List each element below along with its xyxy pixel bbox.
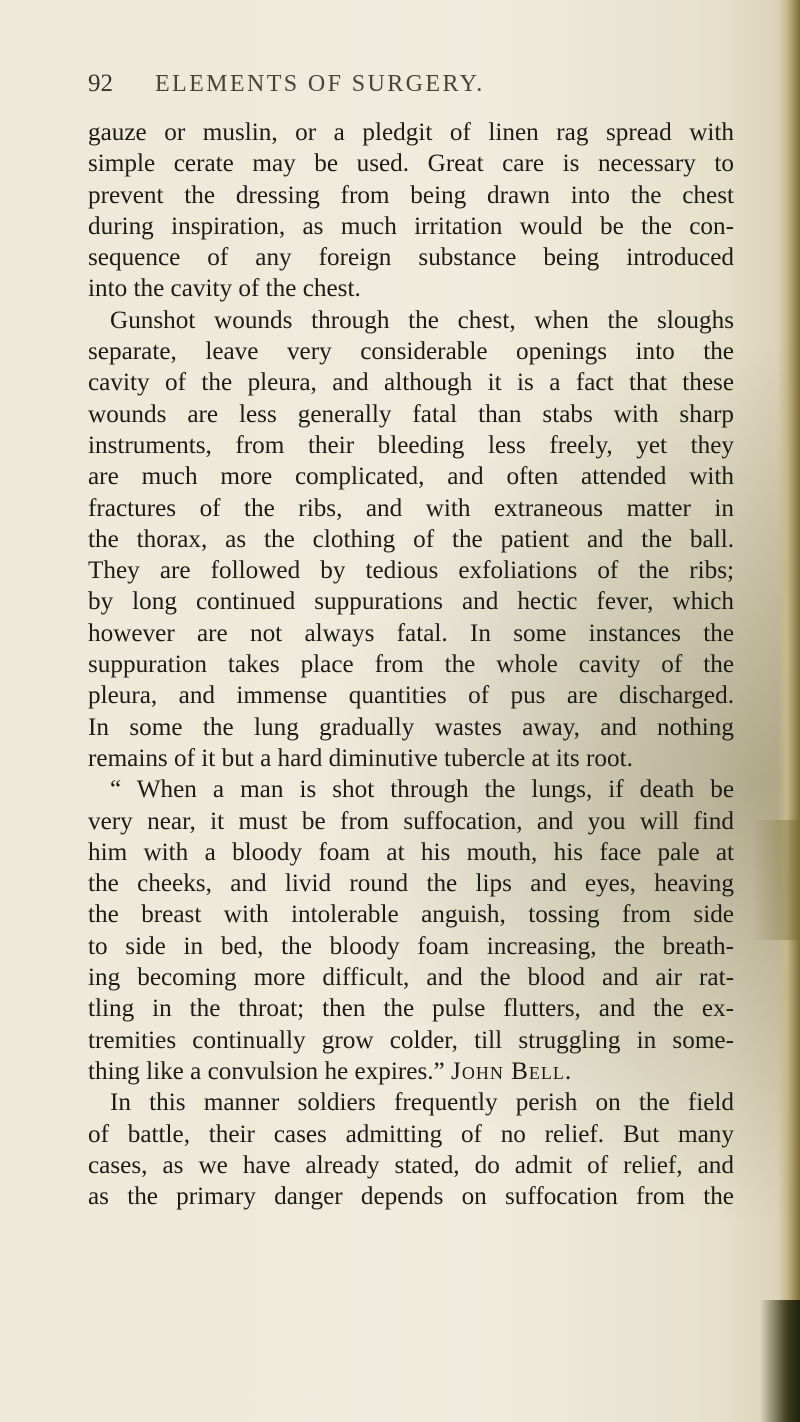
text-line: Gunshot wounds through the chest, when the sloughs bbox=[110, 306, 734, 334]
paragraph-lines bbox=[88, 117, 734, 1056]
text-line: to side in bed, the bloody foam increasing, the breath- bbox=[88, 932, 734, 960]
text-line: very near, it must be from suffocation, and you will find bbox=[88, 807, 734, 835]
text-line: In this manner soldiers frequently perish on the field bbox=[110, 1089, 734, 1117]
text-line: of battle, their cases admitting of no relief. But many bbox=[88, 1120, 734, 1148]
text-line: tremities continually grow colder, till struggling in some- bbox=[88, 1026, 734, 1054]
text-line: gauze or muslin, or a pledgit of linen rag spread with bbox=[88, 119, 734, 146]
text-line: “ When a man is shot through the lungs, if death be bbox=[110, 776, 734, 804]
text-line: suppuration takes place from the whole cavity of the bbox=[88, 651, 734, 679]
text-line: cases, as we have already stated, do admit of relief, and bbox=[88, 1151, 734, 1179]
running-head: ELEMENTS OF SURGERY. bbox=[155, 70, 485, 97]
page-number: 92 bbox=[88, 70, 113, 97]
text-line: cavity of the pleura, and although it is a fact that these bbox=[88, 369, 734, 397]
text-line: pleura, and immense quantities of pus are discharged. bbox=[88, 682, 734, 710]
text-line: however are not always fatal. In some instances the bbox=[88, 619, 734, 647]
page-edge-shadow bbox=[778, 0, 800, 1422]
page-corner-shadow bbox=[760, 1300, 800, 1422]
text-line: the breast with intolerable anguish, tossing from side bbox=[88, 901, 734, 929]
final-paragraph-lines bbox=[88, 1087, 734, 1212]
body-text bbox=[88, 117, 734, 1212]
text-line: by long continued suppurations and hectic fever, which bbox=[88, 588, 734, 616]
text-line: sequence of any foreign substance being introduced bbox=[88, 244, 734, 272]
text-line: prevent the dressing from being drawn into the chest bbox=[88, 181, 734, 209]
text-line: tling in the throat; then the pulse flutters, and the ex- bbox=[88, 995, 734, 1023]
page-edge-stain bbox=[752, 820, 800, 940]
quote-attribution: John Bell. bbox=[451, 1057, 573, 1085]
text-line: simple cerate may be used. Great care is necessary to bbox=[88, 150, 734, 178]
text-line: wounds are less generally fatal than stabs with sharp bbox=[88, 400, 734, 428]
text-line: They are followed by tedious exfoliations of the ribs; bbox=[88, 557, 734, 585]
text-line: In some the lung gradually wastes away, and nothing bbox=[88, 713, 734, 741]
text-line: are much more complicated, and often attended with bbox=[88, 463, 734, 491]
text-line: the thorax, as the clothing of the patient and the ball. bbox=[88, 525, 734, 553]
text-line: fractures of the ribs, and with extraneous matter in bbox=[88, 494, 734, 522]
text-line: ing becoming more difficult, and the blood and air rat- bbox=[88, 964, 734, 992]
text-line: remains of it but a hard diminutive tubercle at its root. bbox=[88, 744, 633, 772]
text-line: into the cavity of the chest. bbox=[88, 275, 361, 303]
quote-end-text: thing like a convulsion he expires.” bbox=[88, 1057, 445, 1085]
text-line: during inspiration, as much irritation would be the con- bbox=[88, 212, 734, 240]
text-line: separate, leave very considerable openings into the bbox=[88, 338, 734, 366]
text-line: the cheeks, and livid round the lips and eyes, heaving bbox=[88, 870, 734, 898]
page-header bbox=[88, 64, 748, 104]
text-line-attribution bbox=[88, 1056, 734, 1087]
text-line: him with a bloody foam at his mouth, his face pale at bbox=[88, 838, 734, 866]
text-line: instruments, from their bleeding less freely, yet they bbox=[88, 431, 734, 459]
text-line: as the primary danger depends on suffocation from the bbox=[88, 1183, 734, 1211]
